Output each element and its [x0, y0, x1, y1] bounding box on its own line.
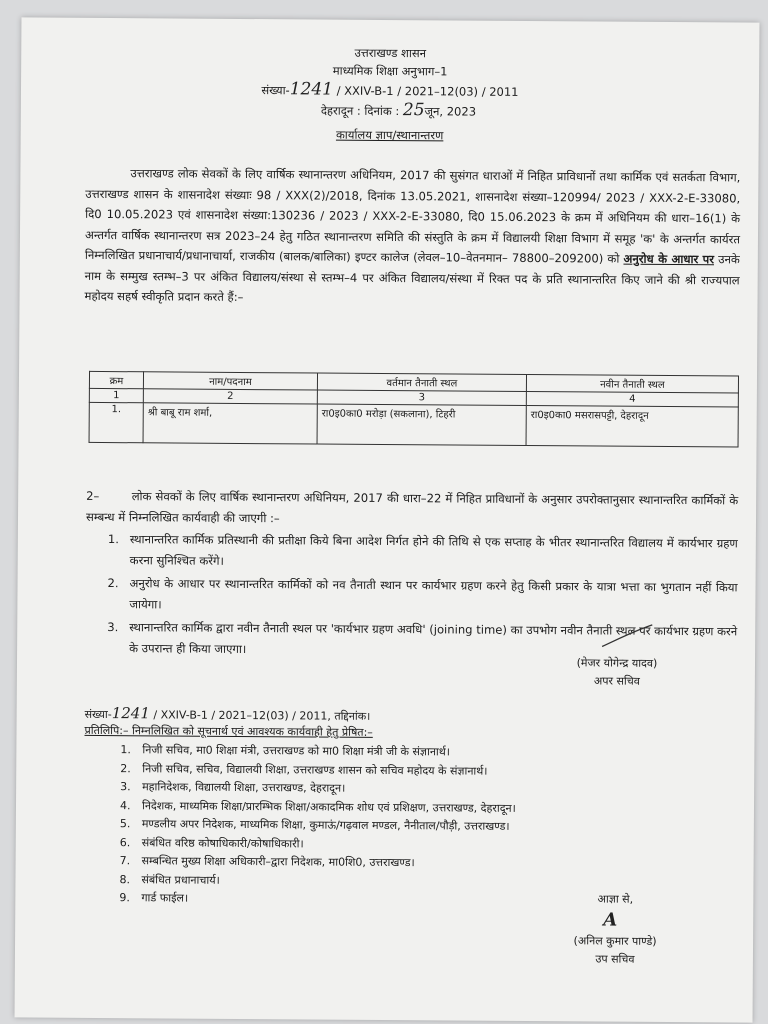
order-by-text: आज्ञा से, — [597, 892, 634, 906]
col-header-serial: क्रम — [89, 371, 143, 388]
signature-initial: A — [603, 909, 618, 931]
paragraph-text-end: उनके नाम के सम्मुख स्तम्भ–3 पर अंकित विद्यालय/संस्था से स्तम्भ–4 पर अंकित विद्यालय/संस्था में रिक्त पद के प्रति स्थानान्तरित किए जाने की श्री राज्यपाल महोदय सहर्ष स्वीकृति प्रदान करते हैं:– — [84, 252, 740, 304]
date-prefix: देहरादून : दिनांक : — [320, 103, 400, 119]
copy-title: प्रतिलिपि:– निम्नलिखित को सूचनार्थ एवं आवश्यक कार्यवाही हेतु प्रेषित:– — [84, 723, 373, 739]
office-memo-title: कार्यालय ज्ञाप/स्थानान्तरण — [335, 127, 444, 143]
signature-mark — [597, 621, 657, 651]
list-item: 2. अनुरोध के आधार पर स्थानान्तरित कार्मिकों को नव तैनाती स्थान पर कार्यभार ग्रहण करने हेतु किसी प्रकार के यात्रा भत्ता का भुगतान नहीं किया जायेगा। — [107, 576, 738, 611]
main-paragraph — [84, 163, 740, 311]
transfer-table — [89, 371, 739, 448]
list-item: 9. गार्ड फाईल। — [119, 891, 189, 905]
cell-new-posting: रा0इ0का0 मसरासपट्टी, देहरादून — [526, 405, 738, 446]
table-row — [89, 402, 738, 447]
copy-list — [119, 741, 730, 912]
government-name: उत्तराखण्ड शासन — [354, 45, 427, 61]
list-item: 7. सम्बन्धित मुख्य शिक्षा अधिकारी–द्वारा निदेशक, मा0शि0, उत्तराखण्ड। — [119, 854, 415, 870]
paragraph-text-start: उत्तराखण्ड लोक सेवकों के लिए वार्षिक स्थानान्तरण अधिनियम, 2017 की सुसंगत धाराओं में निहित प्राविधानों तथा कार्मिक एवं सतर्कता विभाग, उत्तराखण्ड शासन के शासनादेश संख्याः 98 / XXX(2)/2018, दिनांक 13.05.2021, शासनादेश संख्या–120994/ 2023 / XXX-2-E-33080, दि0 10.05.2023 एवं शासनादेश संख्या:130236 / 2023 / XXX-2-E-33080, दि0 15.06.2023 के क्रम में अधिनियम की धारा–16(1) के अन्तर्गत वार्षिक स्थानान्तरण सत्र 2023–24 हेतु गठित स्थानान्तरण समिति की संस्तुति के क्रम में विद्यालयी शिक्षा विभाग में समूह 'क' के अन्तर्गत कार्यरत निम्नलिखित प्रधानाचार्य/प्रधानाचार्या, राजकीय (बालक/बालिका) इण्टर कालेज (लेवल–10–वेतनमान– 78800–209200) को — [84, 166, 741, 266]
col-number: 1 — [89, 388, 143, 402]
col-number: 4 — [526, 391, 738, 406]
document-page — [15, 17, 760, 1022]
col-header-new-posting: नवीन तैनाती स्थल — [526, 374, 738, 392]
signatory-name: (मेजर योगेन्द्र यादव) — [576, 656, 658, 670]
col-header-name: नाम/पदनाम — [143, 372, 317, 390]
signatory-designation: अपर सचिव — [593, 674, 640, 688]
section-2-intro — [86, 486, 738, 532]
col-number: 3 — [317, 390, 526, 405]
section-2-number: 2– — [86, 488, 100, 503]
col-header-current-posting: वर्तमान तैनाती स्थल — [317, 373, 526, 391]
ref-number-handwritten: 1241 — [289, 79, 334, 100]
paragraph-emphasis: अनुरोध के आधार पर — [623, 251, 715, 267]
list-item: 2. निजी सचिव, सचिव, विद्यालयी शिक्षा, उत्तराखण्ड शासन को सचिव महोदय के संज्ञानार्थ। — [120, 761, 488, 778]
copy-reference: संख्या-1241 / XXIV-B-1 / 2021–12(03) / 2011, तद्दिनांक। — [84, 704, 371, 723]
cell-current-posting: रा0इ0का0 मरोड़ा (सकलाना), टिहरी — [317, 404, 526, 445]
list-item: 1. निजी सचिव, मा0 शिक्षा मंत्री, उत्तराखण्ड को मा0 शिक्षा मंत्री जी के संज्ञानार्थ। — [120, 743, 451, 759]
copy-ref-number-handwritten: 1241 — [111, 704, 150, 723]
signatory-2-designation: उप सचिव — [595, 952, 635, 966]
list-item: 3. महानिदेशक, विद्यालयी शिक्षा, उत्तराखण्ड, देहरादून। — [120, 780, 346, 795]
date-day-handwritten: 25 — [402, 100, 425, 121]
list-item: 5. मण्डलीय अपर निदेशक, माध्यमिक शिक्षा, कुमाऊं/गढ़वाल मण्डल, नैनीताल/पौड़ी, उत्तराखण्ड। — [119, 817, 510, 833]
signatory-2-name: (अनिल कुमार पाण्डे) — [573, 934, 657, 948]
ref-suffix: / XXIV-B-1 / 2021–12(03) / 2011 — [336, 83, 519, 99]
date-suffix: जून, 2023 — [424, 104, 477, 119]
section-2-text: लोक सेवकों के लिए वार्षिक स्थानान्तरण अधिनियम, 2017 की धारा–22 में निहित प्राविधानों के अनुसार उपरोक्तानुसार स्थानान्तरित कार्मिकों के सम्बन्ध में निम्नलिखित कार्यवाही की जाएगी :– — [85, 489, 739, 525]
list-item: 6. संबंधित वरिष्ठ कोषाधिकारी/कोषाधिकारी। — [119, 835, 304, 850]
issue-date — [321, 100, 721, 123]
ref-prefix: संख्या- — [261, 83, 290, 98]
cell-serial: 1. — [89, 402, 143, 442]
list-item: 4. निदेशक, माध्यमिक शिक्षा/प्रारम्भिक शिक्षा/अकादमिक शोध एवं प्रशिक्षण, उत्तराखण्ड, देहरादून। — [119, 798, 516, 815]
department-section: माध्यमिक शिक्षा अनुभाग–1 — [332, 63, 448, 79]
list-item: 8. संबंधित प्रधानाचार्य। — [119, 872, 220, 887]
col-number: 2 — [143, 389, 317, 404]
cell-name: श्री बाबू राम शर्मा, — [143, 403, 317, 444]
reference-number — [21, 77, 759, 102]
list-item: 3. स्थानान्तरित कार्मिक द्वारा नवीन तैनाती स्थल पर 'कार्यभार ग्रहण अवधि' (joining time) का उपभोग नवीन तैनाती स्थल पर कार्यभार ग्रहण करने के उपरान्त ही किया जाएगा। — [107, 620, 738, 656]
list-item: 1. स्थानान्तरित कार्मिक प्रतिस्थानी की प्रतीक्षा किये बिना आदेश निर्गत होने की तिथि से एक सप्ताह के भीतर स्थानान्तरित विद्यालय में कार्यभार ग्रहण करना सुनिश्चित करेंगे। — [107, 532, 738, 568]
